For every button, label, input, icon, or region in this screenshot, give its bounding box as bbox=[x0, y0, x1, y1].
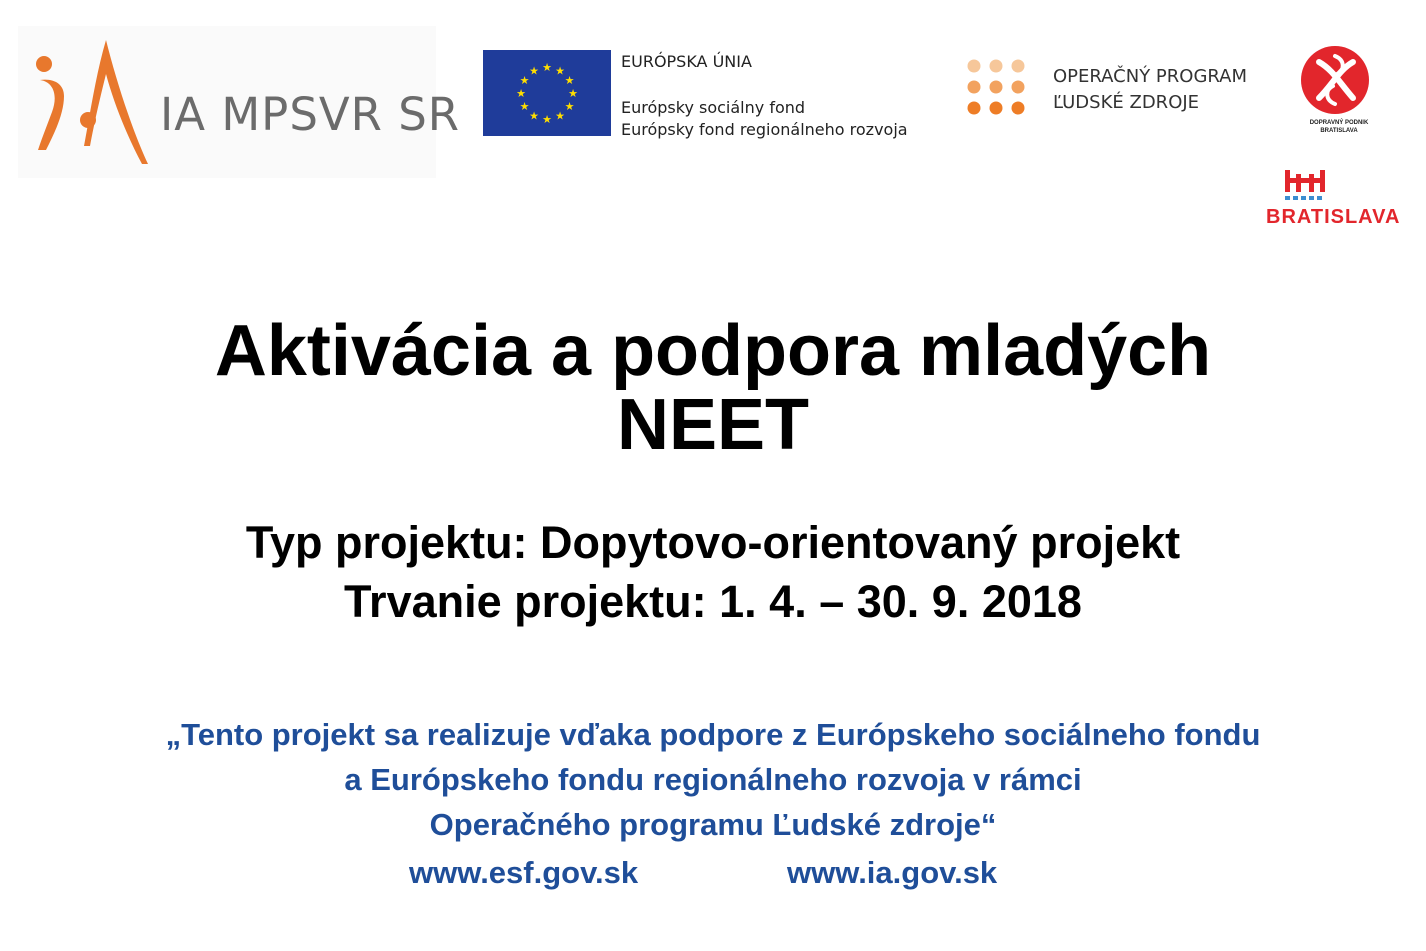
links-row bbox=[0, 855, 1426, 899]
eu-star-icon: ★ bbox=[568, 87, 578, 100]
ia-figure-icon bbox=[24, 34, 164, 174]
eu-title: EURÓPSKA ÚNIA bbox=[621, 52, 752, 71]
eu-star-icon: ★ bbox=[564, 74, 575, 87]
eu-star-icon: ★ bbox=[529, 109, 539, 123]
ia-link[interactable]: www.ia.gov.sk bbox=[787, 855, 998, 890]
funding-notice-line-3: Operačného programu Ľudské zdroje“ bbox=[429, 807, 997, 842]
eu-star-icon: ★ bbox=[542, 113, 552, 126]
op-ludske-zdroje-logo bbox=[966, 58, 1266, 122]
eu-star-icon: ★ bbox=[564, 100, 575, 113]
eu-fund-line-1: Európsky sociálny fond bbox=[621, 98, 806, 117]
ia-logo-text: IA MPSVR SR bbox=[160, 88, 461, 141]
eu-star-icon: ★ bbox=[519, 74, 530, 87]
project-title-line-1: Aktivácia a podpora mladých bbox=[214, 311, 1212, 391]
project-title-line-2: NEET bbox=[616, 385, 810, 465]
op-line-2: ĽUDSKÉ ZDROJE bbox=[1053, 92, 1200, 113]
op-line-1: OPERAČNÝ PROGRAM bbox=[1053, 66, 1248, 87]
bratislava-logo bbox=[1260, 170, 1410, 230]
eu-star-icon: ★ bbox=[529, 64, 539, 78]
eu-fund-line-2: Európsky fond regionálneho rozvoja bbox=[621, 120, 908, 139]
dpb-line-2: BRATISLAVA bbox=[1320, 128, 1358, 134]
funding-notice-line-1: „Tento projekt sa realizuje vďaka podpore z Európskeho sociálneho fondu bbox=[165, 717, 1261, 752]
funding-notice-line-2: a Európskeho fondu regionálneho rozvoja v rámci bbox=[344, 762, 1082, 797]
eu-star-icon: ★ bbox=[555, 109, 565, 123]
eu-star-icon: ★ bbox=[519, 100, 530, 113]
ia-mpsvr-logo bbox=[18, 26, 461, 178]
eu-logo bbox=[483, 50, 923, 138]
project-duration: Trvanie projektu: 1. 4. – 30. 9. 2018 bbox=[344, 576, 1082, 627]
esf-link[interactable]: www.esf.gov.sk bbox=[409, 855, 639, 890]
eu-flag-icon bbox=[483, 50, 611, 136]
dpb-line-1: DOPRAVNÝ PODNIK bbox=[1309, 120, 1369, 126]
bratislava-text: BRATISLAVA bbox=[1266, 206, 1401, 228]
eu-star-icon: ★ bbox=[542, 61, 552, 74]
op-dots-icon bbox=[966, 58, 1030, 120]
dpb-emblem-icon bbox=[1299, 44, 1371, 116]
eu-star-icon: ★ bbox=[555, 64, 565, 78]
dpb-logo bbox=[1294, 44, 1378, 144]
bratislava-castle-icon bbox=[1285, 170, 1325, 202]
eu-star-icon: ★ bbox=[516, 87, 526, 100]
project-type: Typ projektu: Dopytovo-orientovaný projekt bbox=[245, 517, 1181, 568]
